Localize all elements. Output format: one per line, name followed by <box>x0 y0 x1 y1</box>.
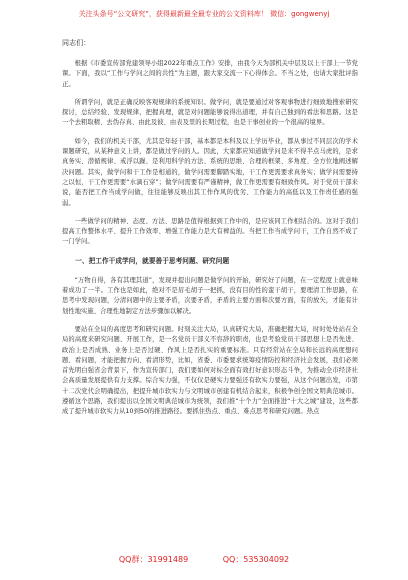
paragraph: 根据《市委宣传部党建领导小组2022年重点工作》安排，由我今天为部机关中层及以上干部上一节党课。下面，我以“工作与学问之间的共性”为主题，跟大家交流一下心得体会。不当之处，也请大家批评指正。 <box>62 60 358 88</box>
paragraph: 要站在全局的高度思考和研究问题。时刻关注大局，认真研究大局，准确把握大局，时时处处站在全局的高度来研究问题、开展工作，是一名党员干部义不容辞的职责，也是考验党员干部思想上是否先进、政治上是否成熟、业务上是否过硬、作风上是否扎实的重要标准。只有经常站在全局和长远的高度想问题、看问题，才能把握方向、看清形势，比如，省委、市委要求统筹疫情防控和经济社会发展，我们必须首先明白强省会背景下，作为宣传部门，我们要如何对标全面有效打好意识形态斗争，为推动全市经济社会高质量发展提供有力支撑。综合实力强，不仅仅是硬实力要强还有软实力要强，从这个问题出发，市第十二次党代会明确提出，把提升城市软实力与文明城市创建有机结合起来，积极争创全国文明典范城市。遵循这个思路，我们提出以全国文明典范城市为统领，我们推“十个力”全面推进“十大之城”建设，这些都成了提升城市软实力从10到50的推进路径。要抓住热点、重点、难点思考和研究问题。热点 <box>62 325 358 416</box>
footer-qq: QQ：535304092 <box>222 555 290 564</box>
section-heading: 一、把工作干成学问，就要善于思考问题、研究问题 <box>75 256 230 265</box>
header-promo-banner: 关注头条号“公文研究”，获得最新最全最专业的公文资料库！ 微信：gongwenyj <box>78 10 330 18</box>
paragraph: “万物自得，各有其理其道”，发现并提出问题是做学问的开始，研究好了问题，在一定程度上就意味着成功了一半。工作也是如此，绝对不是眉毛胡子一把抓，没有目的性的蛮干胡干，要理清工作思路，在思考中发现问题，分清问题中的主要矛盾，次要矛盾，矛盾的主要方面和次要方面，有的放矢，才能有计划性地实施、合理性地制定方法步骤加以解决。 <box>62 276 358 315</box>
footer-contact <box>0 555 408 565</box>
footer-qq-group: QQ群：31991489 <box>118 555 189 564</box>
paragraph: 如今，我们的机关干部，尤其是年轻干部，基本都是本科及以上学历毕业，都从事过不同层次的学术课题研究，从某种意义上讲，都是做过学问的人。因此，大家都应知道做学问是来不得半点马虎的，是求真务实、潜循规律、戒浮以躁、是利用科学的方法、系统的思维、合理的框架、多角度、全方位地阐述解决问题。其实，做学问和干工作是相通的，做学问需要脚踏实地，干工作更需要求真务实；做学问需要持之以恒，干工作更需要“水滴石穿”；做学问需要有严谨精神，做工作更需要有细致作风。对于党员干部来说，能否把工作当成学问做，往往能够反映出其工作作风的优劣、工作能力的高低以及工作责任感的强弱。 <box>62 137 358 207</box>
paragraph: 所谓学问，就是正确反映客观规律的系统知识。做学问，就是要通过对客观事物进行细致地搜索研究探讨，总结经验、发现规律，把握真理，就是对问题能够说得出道理，并有自己独到的看法和思路。这是一个去粗取精、去伪存真、由此及彼、由表及里的长期过程，也是干事创业的一个很高的境界。 <box>62 98 358 127</box>
paragraph: 一些做学问的精神、态度、方法、思路是值得根据到工作中的，是应该同工作相结合的。这对于我们提高工作整体水平、提升工作效率、增强工作能力是大有裨益的。当把工作当成学问干，工作自然不成了一门学问。 <box>62 217 358 246</box>
document-body <box>62 24 358 426</box>
greeting: 同志们： <box>62 39 91 47</box>
